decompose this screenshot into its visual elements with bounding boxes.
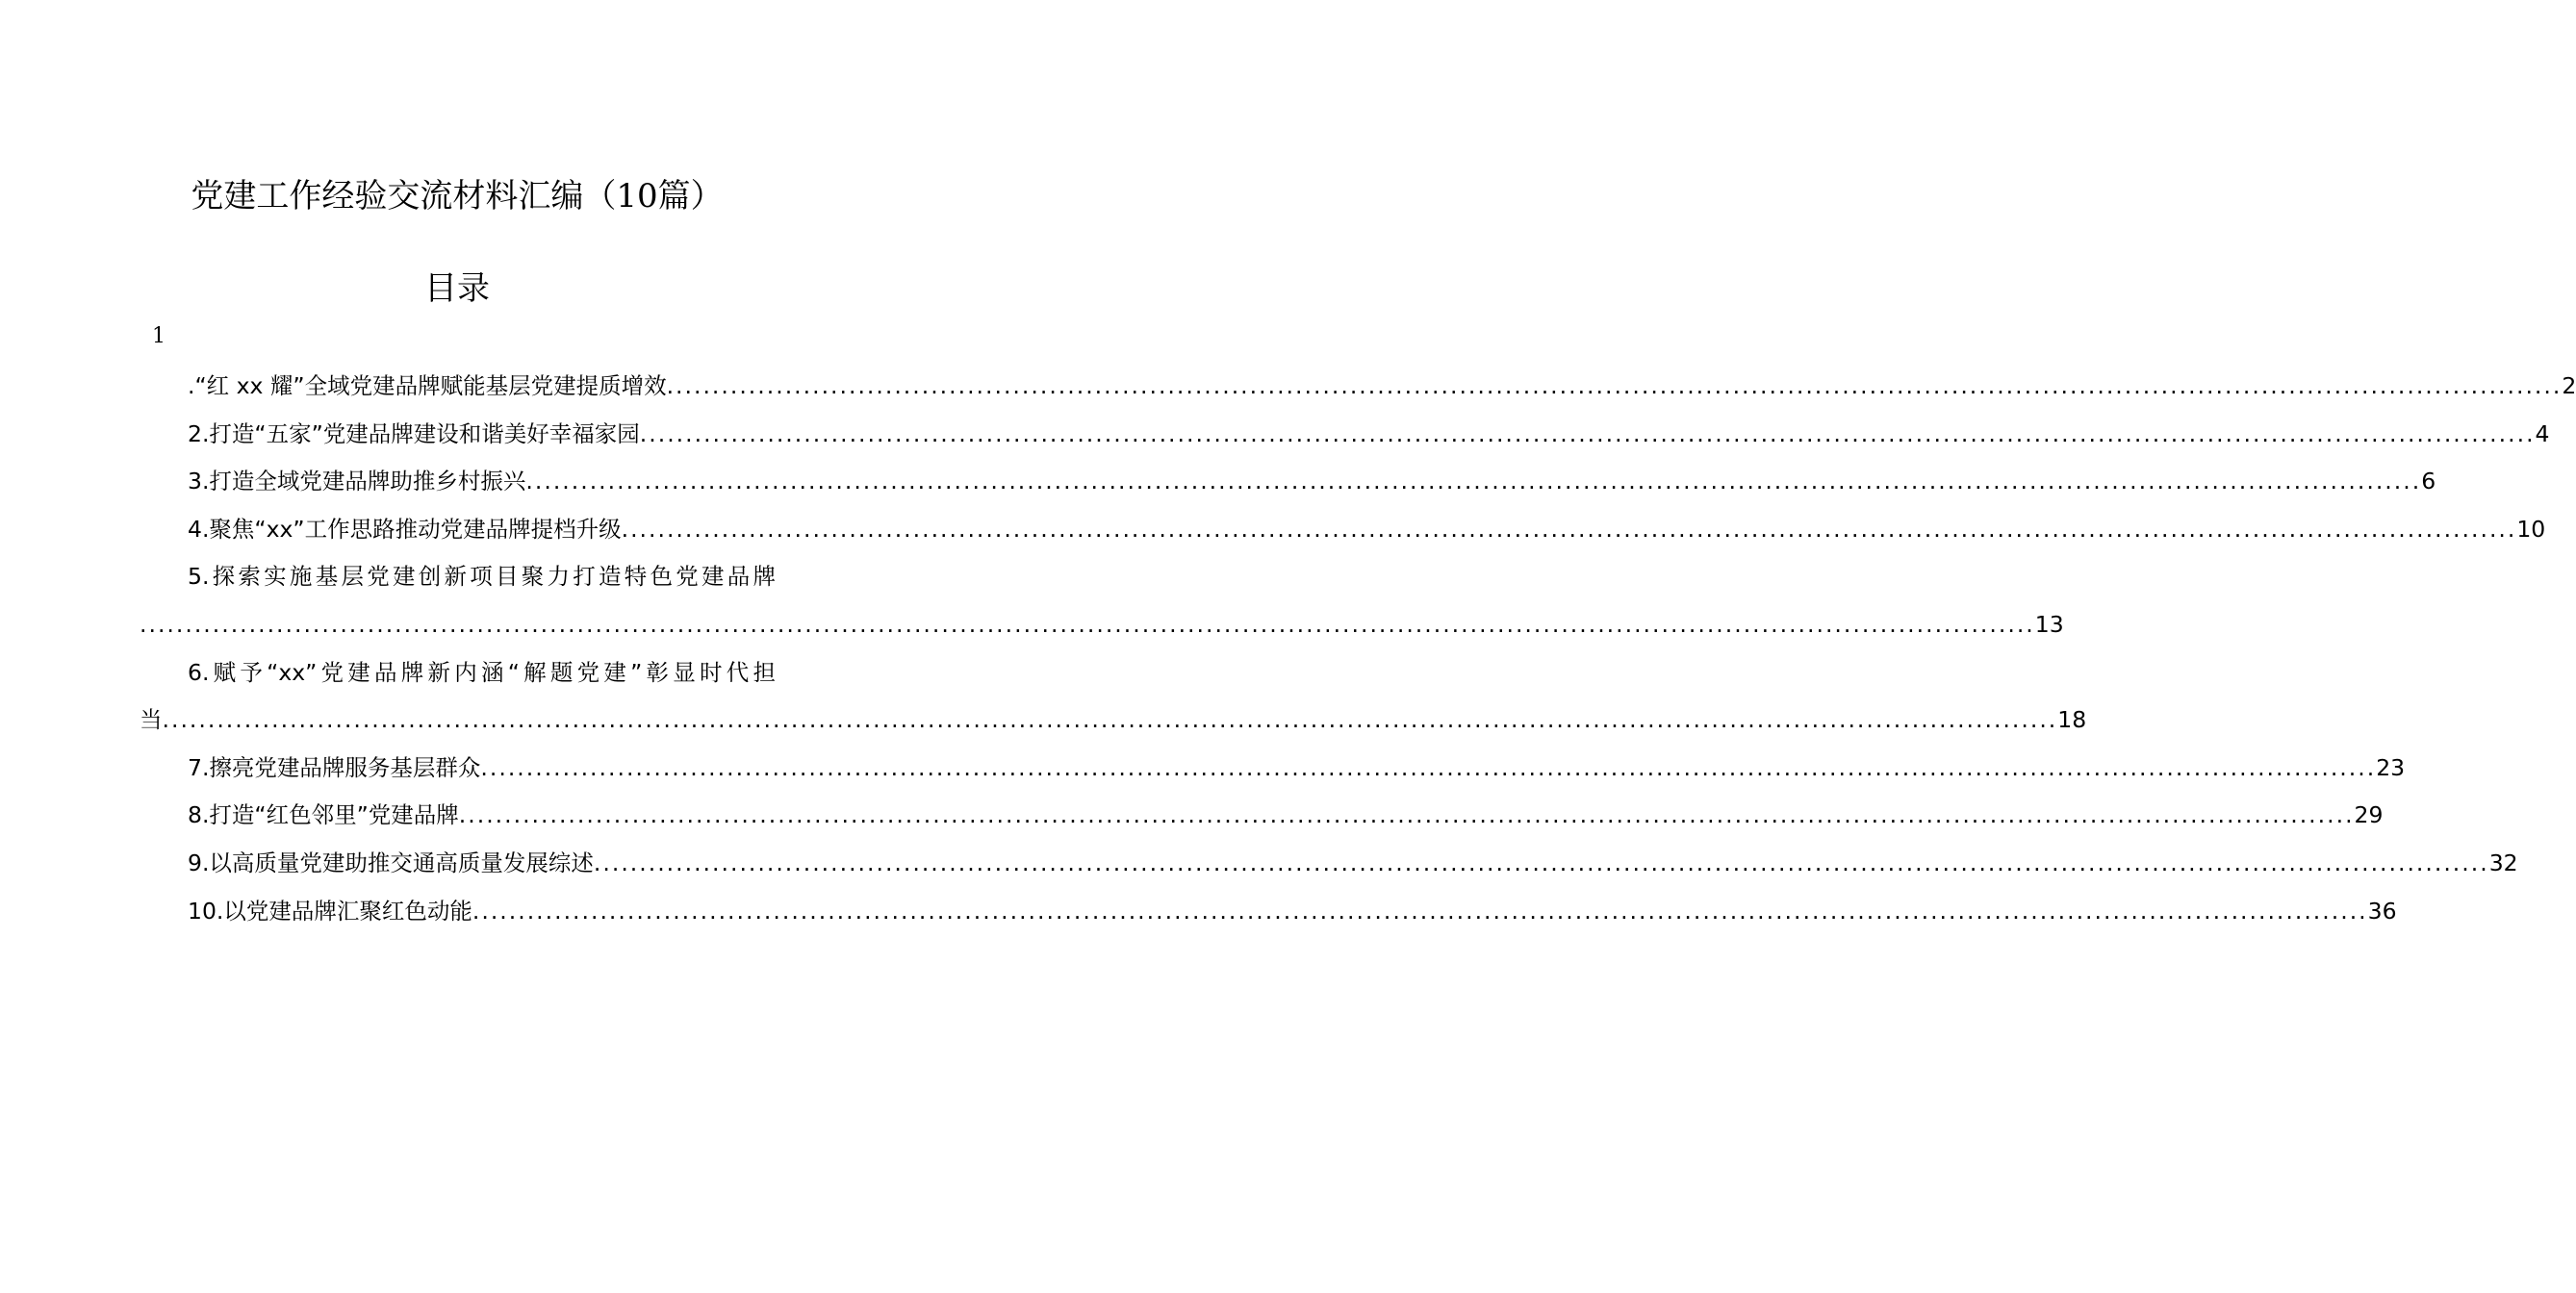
toc-entry-title: 9.以高质量党建助推交通高质量发展综述 (188, 849, 594, 876)
toc-entry-4[interactable] (140, 506, 2546, 554)
toc-entry-page: 10 (2516, 515, 2546, 543)
toc-entry-page: 4 (2535, 419, 2550, 447)
toc-dot-leader (667, 363, 2563, 411)
toc-dot-leader (163, 697, 2058, 745)
toc-entry-9[interactable] (140, 840, 2518, 888)
toc-dot-leader (472, 888, 2368, 936)
toc-entry-5-continuation[interactable] (140, 601, 2064, 649)
toc-entry-title: 6.赋予“xx”党建品牌新内涵“解题党建”彰显时代担 (188, 658, 776, 686)
toc-heading: 目录 (424, 269, 490, 308)
toc-entry-5[interactable] (140, 553, 776, 601)
toc-entry-page: 32 (2488, 849, 2518, 876)
toc-dot-leader (459, 792, 2355, 840)
toc-entry-title-continued: 当 (140, 706, 163, 734)
toc-entry-page: 13 (2034, 610, 2064, 638)
toc-dot-leader (480, 745, 2376, 793)
toc-entry-page: 29 (2354, 801, 2384, 829)
toc-entry-7[interactable] (140, 745, 2406, 793)
document-title (0, 171, 914, 221)
toc-entry-title: 2.打造“五家”党建品牌建设和谐美好幸福家园 (188, 419, 640, 447)
toc-entry-page: 23 (2376, 753, 2406, 781)
toc-entry-3[interactable] (140, 458, 2436, 506)
title-number: 10 (616, 177, 658, 216)
toc-dot-leader (140, 601, 2035, 649)
toc-dot-leader (622, 506, 2517, 554)
toc-entry-page: 36 (2367, 897, 2397, 925)
toc-entry-page: 2 (2562, 372, 2576, 399)
toc-entry-title: 3.打造全域党建品牌助推乡村振兴 (188, 468, 526, 495)
toc-dot-leader (640, 411, 2536, 459)
stray-number: 1 (152, 324, 166, 348)
toc-entry-1[interactable] (140, 363, 2576, 411)
title-prefix: 党建工作经验交流材料汇编（ (191, 177, 617, 216)
toc-entry-title: 8.打造“红色邻里”党建品牌 (188, 801, 459, 829)
toc-entry-6[interactable] (140, 649, 776, 697)
toc-entry-title: 7.擦亮党建品牌服务基层群众 (188, 753, 481, 781)
toc-entry-10[interactable] (140, 888, 2397, 936)
toc-entry-2[interactable] (140, 411, 2550, 459)
toc-entry-6-continuation[interactable] (140, 697, 2087, 745)
toc-entry-title: 4.聚焦“xx”工作思路推动党建品牌提档升级 (188, 515, 622, 543)
toc-entry-page: 6 (2421, 468, 2436, 495)
toc-dot-leader (525, 458, 2421, 506)
title-suffix: 篇） (657, 177, 724, 216)
toc-entry-8[interactable] (140, 792, 2384, 840)
toc-entry-title: .“红 xx 耀”全域党建品牌赋能基层党建提质增效 (188, 372, 667, 399)
toc-entry-title: 5.探索实施基层党建创新项目聚力打造特色党建品牌 (188, 563, 776, 591)
toc-entry-page: 18 (2057, 706, 2087, 734)
table-of-contents (140, 363, 2576, 935)
toc-dot-leader (594, 840, 2489, 888)
toc-entry-title: 10.以党建品牌汇聚红色动能 (188, 897, 472, 925)
